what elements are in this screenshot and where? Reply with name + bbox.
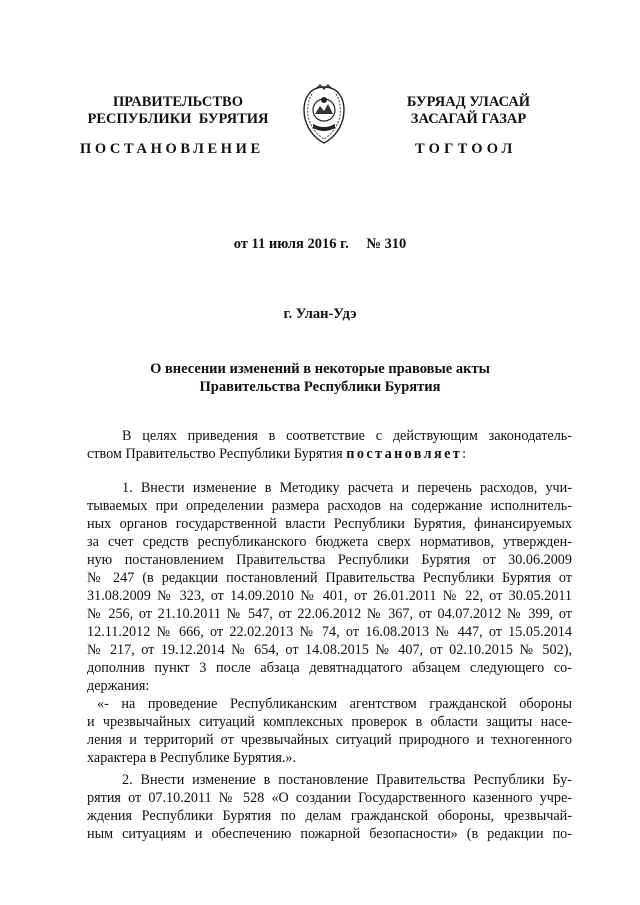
- quoted-line: ления и территорий от чрезвычайных ситуаций природного и техногенного: [87, 732, 572, 748]
- coat-of-arms-emblem: [300, 84, 348, 146]
- quoted-line: «- на проведение Республиканским агентством гражданской обороны: [97, 696, 572, 712]
- paragraph-line: за счет средств республиканского бюджета сверх нормативов, утвержден-: [87, 534, 572, 550]
- city: г. Улан-Удэ: [283, 306, 357, 322]
- header-right-block: [376, 94, 561, 128]
- paragraph-line: ждения Республики Бурятия по делам гражданской обороны, чрезвычай-: [87, 808, 572, 824]
- paragraph-2: [87, 771, 572, 843]
- header-right-line2: ЗАСАГАЙ ГАЗАР: [410, 111, 527, 127]
- dateline: [0, 236, 640, 253]
- intro-line1: В целях приведения в соответствие с действующим законодатель-: [122, 428, 572, 444]
- document-kind-bua: ТОГТООЛ: [415, 141, 517, 157]
- header-left-line2: РЕСПУБЛИКИ БУРЯТИЯ: [87, 111, 269, 127]
- title-line2: Правительства Республики Бурятия: [199, 379, 441, 395]
- document-kind-ru: ПОСТАНОВЛЕНИЕ: [80, 141, 264, 157]
- paragraph-line: ную постановлением Правительства Республики Бурятия от 30.06.2009: [87, 552, 572, 568]
- intro-line2: [87, 445, 572, 463]
- paragraph-line: дополнив пункт 3 после абзаца девятнадцатого абзацем следующего со-: [87, 660, 572, 676]
- document-number: № 310: [366, 236, 407, 252]
- intro-line2-end: :: [462, 446, 467, 462]
- paragraph-line: № 256, от 21.10.2011 № 547, от 22.06.2012 № 367, от 04.07.2012 № 399, от: [87, 606, 572, 622]
- paragraph-line: 2. Внести изменение в постановление Правительства Республики Бу-: [122, 772, 572, 788]
- quoted-line: характера в Республике Бурятия.».: [87, 750, 297, 766]
- paragraph-1: [87, 479, 572, 767]
- paragraph-line: рятия от 07.10.2011 № 528 «О создании Государственного казенного учре-: [87, 790, 572, 806]
- paragraph-line: ным ситуациям и обеспечению пожарной безопасности» (в редакции по-: [87, 826, 572, 842]
- header-left-block: [78, 94, 278, 128]
- document-date: от 11 июля 2016 г.: [233, 236, 349, 252]
- intro-line2-text: ством Правительство Республики Бурятия: [87, 446, 343, 462]
- header-right-line1: БУРЯАД УЛАСАЙ: [406, 94, 531, 110]
- paragraph-line: тываемых при определении размера расходов на содержание исполнитель-: [87, 498, 572, 514]
- paragraph-line: № 217, от 19.12.2014 № 654, от 14.08.2015 № 407, от 02.10.2015 № 502),: [87, 642, 572, 658]
- paragraph-line: 31.08.2009 № 323, от 14.09.2010 № 401, от 26.01.2011 № 22, от 30.05.2011: [87, 588, 572, 604]
- decision-word: постановляет: [346, 446, 463, 462]
- header-left-line1: ПРАВИТЕЛЬСТВО: [113, 94, 243, 110]
- paragraph-line: № 247 (в редакции постановлений Правительства Республики Бурятия от: [87, 570, 572, 586]
- paragraph-line: держания:: [87, 678, 150, 694]
- title-line1: О внесении изменений в некоторые правовые акты: [150, 361, 490, 377]
- paragraph-line: 1. Внести изменение в Методику расчета и перечень расходов, учи-: [122, 480, 572, 496]
- paragraph-line: ных органов государственной власти Республики Бурятия, финансируемых: [87, 516, 572, 532]
- document-title: [60, 360, 580, 396]
- quoted-line: и чрезвычайных ситуаций комплексных проверок в области защиты насе-: [87, 714, 572, 730]
- intro-paragraph: [87, 427, 572, 463]
- paragraph-line: 12.11.2012 № 666, от 22.02.2013 № 74, от 16.08.2013 № 447, от 15.05.2014: [87, 624, 572, 640]
